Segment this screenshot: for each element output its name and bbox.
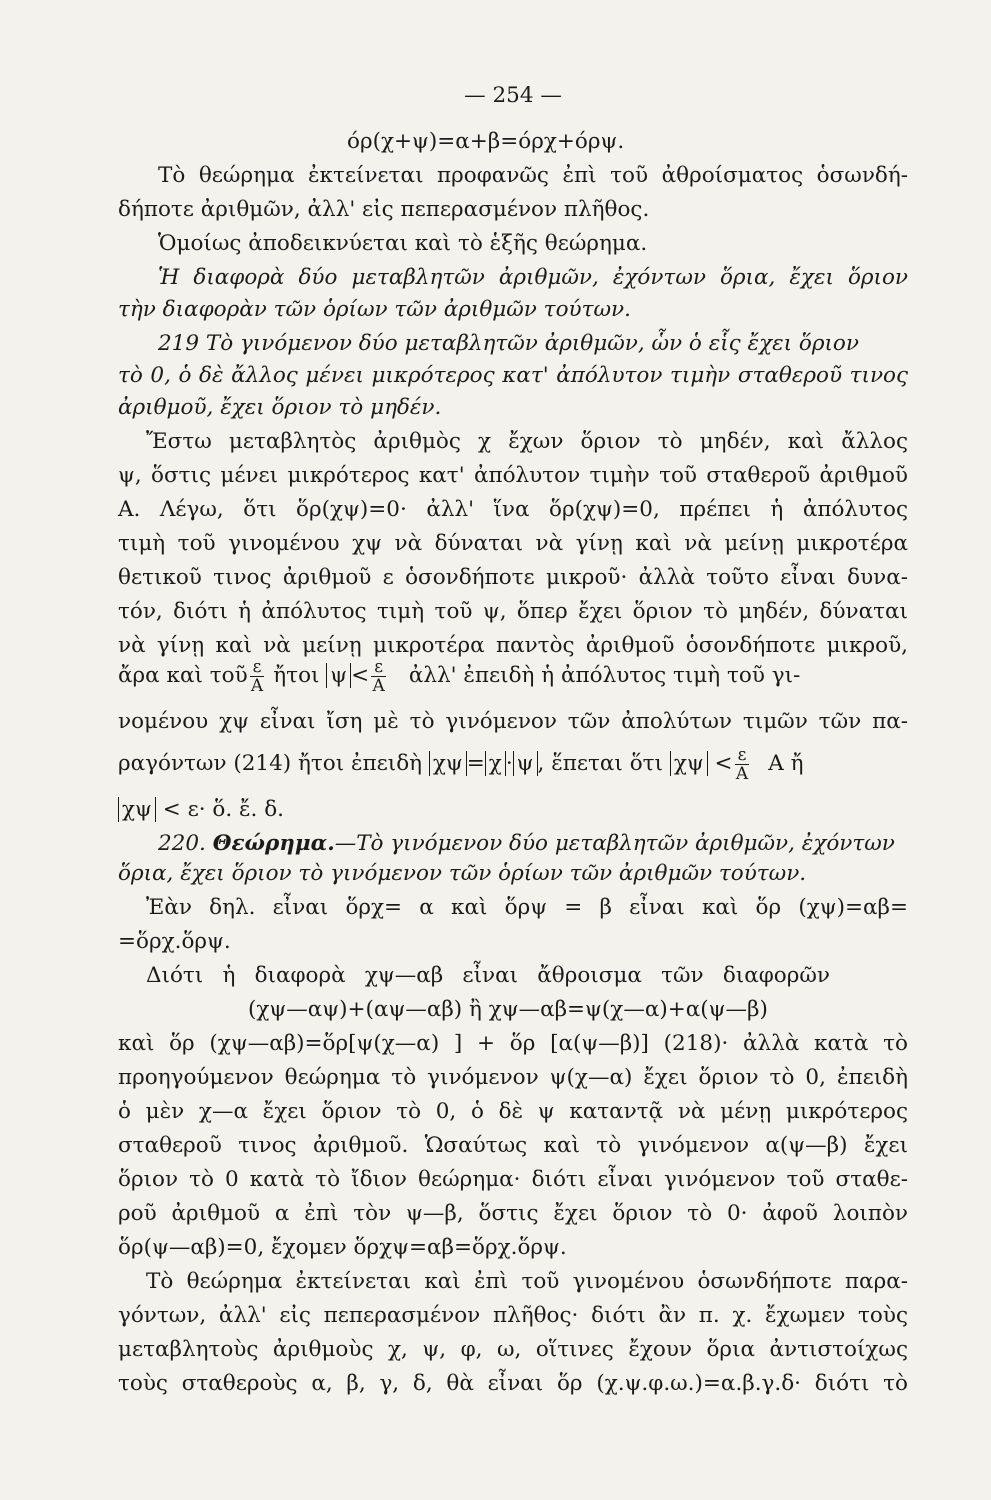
text-line: ψ, ὅστις μένει μικρότερος κατ' ἀπόλυτον τιμὴν τοῦ σταθεροῦ ἀριθμοῦ (118, 463, 908, 488)
fraction: $\frac{\varepsilon}{A}$ (735, 744, 749, 784)
text-line: νὰ γίνῃ καὶ νὰ μείνῃ μικροτέρα παντὸς ἀριθμοῦ ὁσονδήποτε μικροῦ, (118, 633, 908, 658)
fraction: $\frac{\varepsilon}{A}$ (372, 656, 385, 696)
text-line: Τὸ θεώρημα ἐκτείνεται καὶ ἐπὶ τοῦ γινομένου ὁσωνδήποτε παρα- (146, 1269, 908, 1294)
text-line: θετικοῦ τινος ἀριθμοῦ ε ὁσονδήποτε μικροῦ· ἀλλὰ τοῦτο εἶναι δυνα- (118, 565, 908, 590)
theorem-line: τὴν διαφορὰν τῶν ὁρίων τῶν ἀριθμῶν τούτων. (118, 297, 631, 322)
section-number: 220. (158, 831, 206, 856)
text-line: τιμὴ τοῦ γινομένου χψ νὰ δύναται νὰ γίνῃ καὶ νὰ μείνῃ μικροτέρα (118, 531, 908, 556)
text-line: Ὁμοίως ἀποδεικνύεται καὶ τὸ ἑξῆς θεώρημα. (158, 231, 648, 256)
text-line: προηγούμενον θεώρημα τὸ γινόμενον ψ(χ—α) ἔχει ὅριον τὸ 0, ἐπειδὴ (118, 1065, 908, 1090)
formula-line: ραγόντων (214) ἤτοι ἐπειδὴ χψ = χ · ψ , ἕπεται ὅτι χψ < $\frac{\varepsilon}{A}$ Α ἤ (118, 744, 804, 784)
text-line: =ὅρχ.ὅρψ. (118, 929, 231, 954)
formula-line: ἄρα καὶ τοῦ $\frac{\varepsilon}{A}$ ἤτοι ψ < $\frac{\varepsilon}{A}$ ἀλλ' ἐπειδὴ ἡ ἀπόλυτος τιμὴ τοῦ γι- (118, 656, 801, 696)
formula-line: όρ(χ+ψ)=α+β=όρχ+όρψ. (347, 129, 625, 154)
fraction: $\frac{\varepsilon}{A}$ (250, 656, 264, 696)
formula-line: (χψ—αψ)+(αψ—αβ) ἢ χψ—αβ=ψ(χ—α)+α(ψ—β) (248, 997, 768, 1022)
page-number: — 254 — (464, 83, 562, 108)
text-line: τοὺς σταθεροὺς α, β, γ, δ, θὰ εἶναι ὅρ (χ.ψ.φ.ω.)=α.β.γ.δ· διότι τὸ (118, 1371, 908, 1396)
theorem-heading: Θεώρημα. (212, 831, 335, 856)
theorem-line: ὅρια, ἔχει ὅριον τὸ γινόμενον τῶν ὁρίων τῶν ἀριθμῶν τούτων. (118, 861, 807, 886)
theorem-line: Ἡ διαφορὰ δύο μεταβλητῶν ἀριθμῶν, ἐχόντων ὅρια, ἔχει ὅριον (158, 265, 908, 290)
text-line: Διότι ἡ διαφορὰ χψ—αβ εἶναι ἄθροισμα τῶν διαφορῶν (146, 963, 830, 988)
theorem-line: ἀριθμοῦ, ἔχει ὅριον τὸ μηδέν. (118, 395, 442, 420)
text-line: ὁ μὲν χ—α ἔχει ὅριον τὸ 0, ὁ δὲ ψ καταντᾷ νὰ μένῃ μικρότερος (118, 1099, 908, 1124)
text-line: σταθεροῦ τινος ἀριθμοῦ. Ὡσαύτως καὶ τὸ γινόμενον α(ψ—β) ἔχει (118, 1133, 908, 1158)
text-line: γόντων, ἀλλ' εἰς πεπερασμένον πλῆθος· διότι ἂν π. χ. ἔχωμεν τοὺς (118, 1303, 908, 1328)
text-line: δήποτε ἀριθμῶν, ἀλλ' εἰς πεπερασμένον πλῆθος. (118, 197, 650, 222)
section-number: 219 (158, 331, 200, 356)
formula-line: χψ < ε· ὅ. ἔ. δ. (118, 796, 908, 824)
text-line: ροῦ ἀριθμοῦ α ἐπὶ τὸν ψ—β, ὅστις ἔχει ὅριον τὸ 0· ἀφοῦ λοιπὸν (118, 1201, 908, 1226)
theorem-line: τὸ 0, ὁ δὲ ἄλλος μένει μικρότερος κατ' ἀπόλυτον τιμὴν σταθεροῦ τινος (118, 363, 908, 388)
text-line: Α. Λέγω, ὅτι ὅρ(χψ)=0· ἀλλ' ἵνα ὅρ(χψ)=0, πρέπει ἡ ἀπόλυτος (118, 497, 908, 522)
text-line: Ἐὰν δηλ. εἶναι ὅρχ= α καὶ ὅρψ = β εἶναι καὶ ὅρ (χψ)=αβ= (146, 895, 908, 920)
theorem-220 (158, 830, 908, 858)
text-line: μεταβλητοὺς ἀριθμοὺς χ, ψ, φ, ω, οἵτινες ἔχουν ὅρια ἀντιστοίχως (118, 1337, 908, 1362)
theorem-219 (158, 330, 908, 358)
text-line: ὅρ(ψ—αβ)=0, ἔχομεν ὅρχψ=αβ=ὅρχ.ὅρψ. (118, 1235, 567, 1260)
text-line: Ἔστω μεταβλητὸς ἀριθμὸς χ ἔχων ὅριον τὸ μηδέν, καὶ ἄλλος (146, 429, 908, 454)
theorem-text: Τὸ γινόμενον δύο μεταβλητῶν ἀριθμῶν, ὧν ὁ εἷς ἔχει ὅριον (205, 331, 859, 356)
text-line: νομένου χψ εἶναι ἴση μὲ τὸ γινόμενον τῶν ἀπολύτων τιμῶν τῶν πα- (118, 709, 908, 734)
theorem-text: —Τὸ γινόμενον δύο μεταβλητῶν ἀριθμῶν, ἐχόντων (334, 831, 895, 856)
text-line: ὅριον τὸ 0 κατὰ τὸ ἴδιον θεώρημα· διότι εἶναι γινόμενον τοῦ σταθε- (118, 1167, 908, 1192)
text-line: Τὸ θεώρημα ἐκτείνεται προφανῶς ἐπὶ τοῦ ἀθροίσματος ὁσωνδή- (158, 163, 908, 188)
text-line: καὶ ὅρ (χψ—αβ)=ὅρ[ψ(χ—α) ] + ὅρ [α(ψ—β)] (218)· ἀλλὰ κατὰ τὸ (118, 1031, 908, 1056)
text-line: τόν, διότι ἡ ἀπόλυτος τιμὴ τοῦ ψ, ὅπερ ἔχει ὅριον τὸ μηδέν, δύναται (118, 599, 908, 624)
